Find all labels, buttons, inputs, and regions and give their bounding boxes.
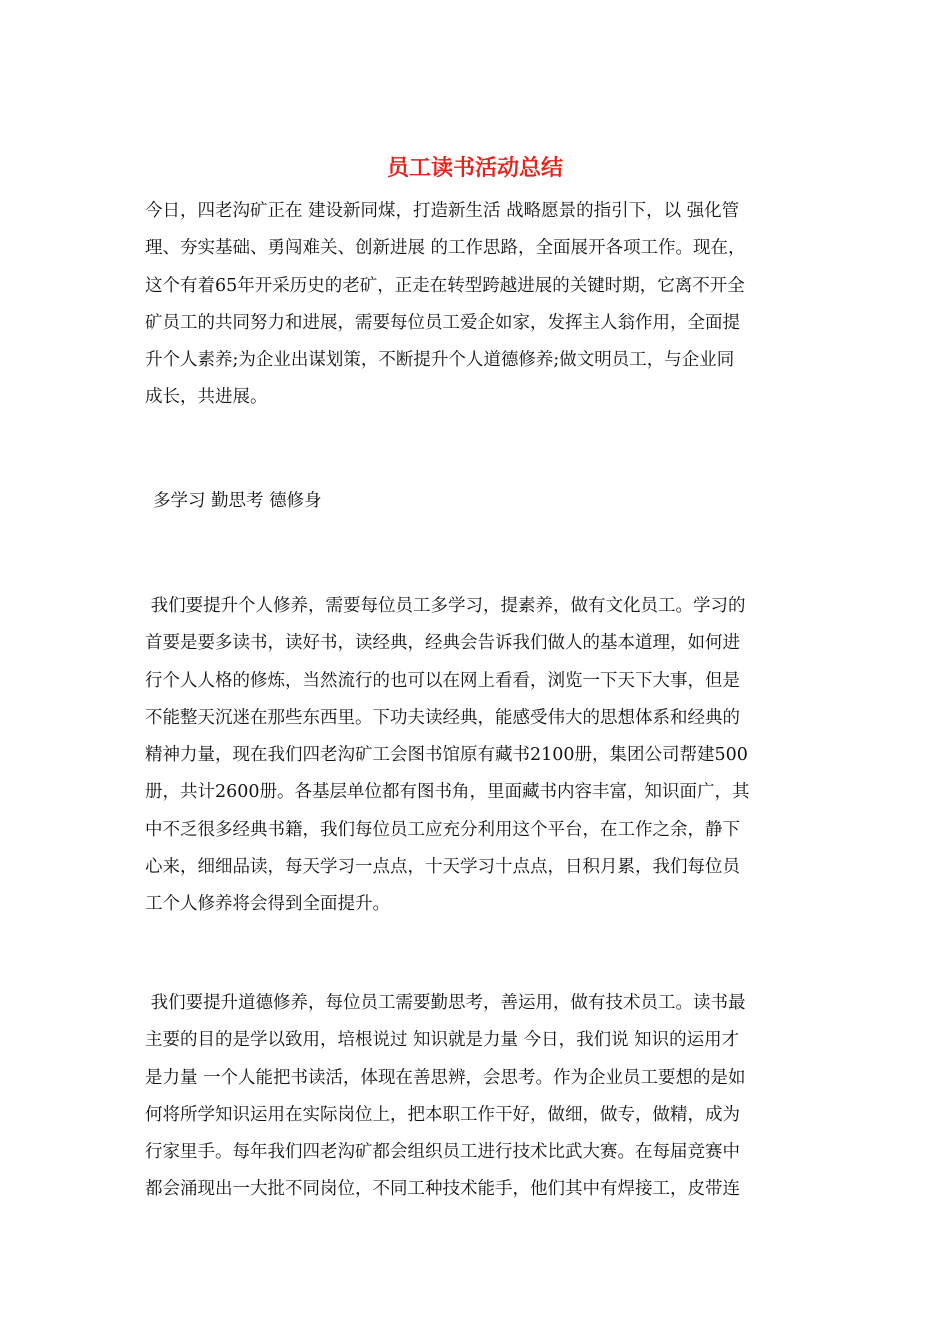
text-line: 都会涌现出一大批不同岗位，不同工种技术能手，他们其中有焊接工，皮带连 (145, 1179, 740, 1200)
text-line: 不能整天沉迷在那些东西里。下功夫读经典，能感受伟大的思想体系和经典的 (145, 707, 740, 728)
text-line: 理、夯实基础、勇闯难关、创新进展 的工作思路，全面展开各项工作。现在， (145, 238, 746, 259)
text-line: 首要是要多读书，读好书，读经典，经典会告诉我们做人的基本道理，如何进 (145, 633, 740, 654)
text-line: 主要的目的是学以致用，培根说过 知识就是力量 今日，我们说 知识的运用才 (145, 1030, 740, 1051)
intro-paragraph (145, 193, 805, 417)
document-title: 员工读书活动总结 (386, 155, 563, 181)
text-line: 这个有着65年开采历史的老矿，正走在转型跨越进展的关键时期，它离不开全 (145, 275, 745, 296)
text-line: 中不乏很多经典书籍，我们每位员工应充分利用这个平台，在工作之余，静下 (145, 819, 740, 840)
text-line: 成长，共进展。 (145, 387, 268, 408)
text-line: 精神力量，现在我们四老沟矿工会图书馆原有藏书2100册，集团公司帮建500 (145, 745, 748, 766)
text-line: 何将所学知识运用在实际岗位上，把本职工作干好，做细，做专，做精，成为 (145, 1104, 740, 1125)
text-line: 册，共计2600册。各基层单位都有图书角，里面藏书内容丰富，知识面广，其 (145, 782, 750, 803)
text-line: 我们要提升个人修养，需要每位员工多学习，提素养，做有文化员工。学习的 (145, 596, 746, 616)
text-line: 我们要提升道德修养，每位员工需要勤思考，善运用，做有技术员工。读书最 (145, 993, 746, 1013)
study-paragraph (145, 588, 805, 924)
text-line: 是力量 一个人能把书读活，体现在善思辨，会思考。作为企业员工要想的是如 (145, 1067, 746, 1088)
morality-paragraph (145, 985, 805, 1209)
text-line: 工个人修养将会得到全面提升。 (145, 894, 390, 915)
text-line: 今日，四老沟矿正在 建设新同煤，打造新生活 战略愿景的指引下，以 强化管 (145, 201, 740, 221)
text-line: 矿员工的共同努力和进展，需要每位员工爱企如家，发挥主人翁作用，全面提 (145, 312, 740, 333)
text-line: 行家里手。每年我们四老沟矿都会组织员工进行技术比武大赛。在每届竞赛中 (145, 1142, 740, 1163)
text-line: 升个人素养;为企业出谋划策，不断提升个人道德修养;做文明员工，与企业同 (145, 350, 735, 371)
text-line: 心来，细细品读，每天学习一点点，十天学习十点点，日积月累，我们每位员 (145, 857, 740, 878)
text-line: 行个人人格的修炼，当然流行的也可以在网上看看，浏览一下天下大事，但是 (145, 670, 740, 691)
section-heading: 多学习 勤思考 德修身 (153, 491, 322, 511)
